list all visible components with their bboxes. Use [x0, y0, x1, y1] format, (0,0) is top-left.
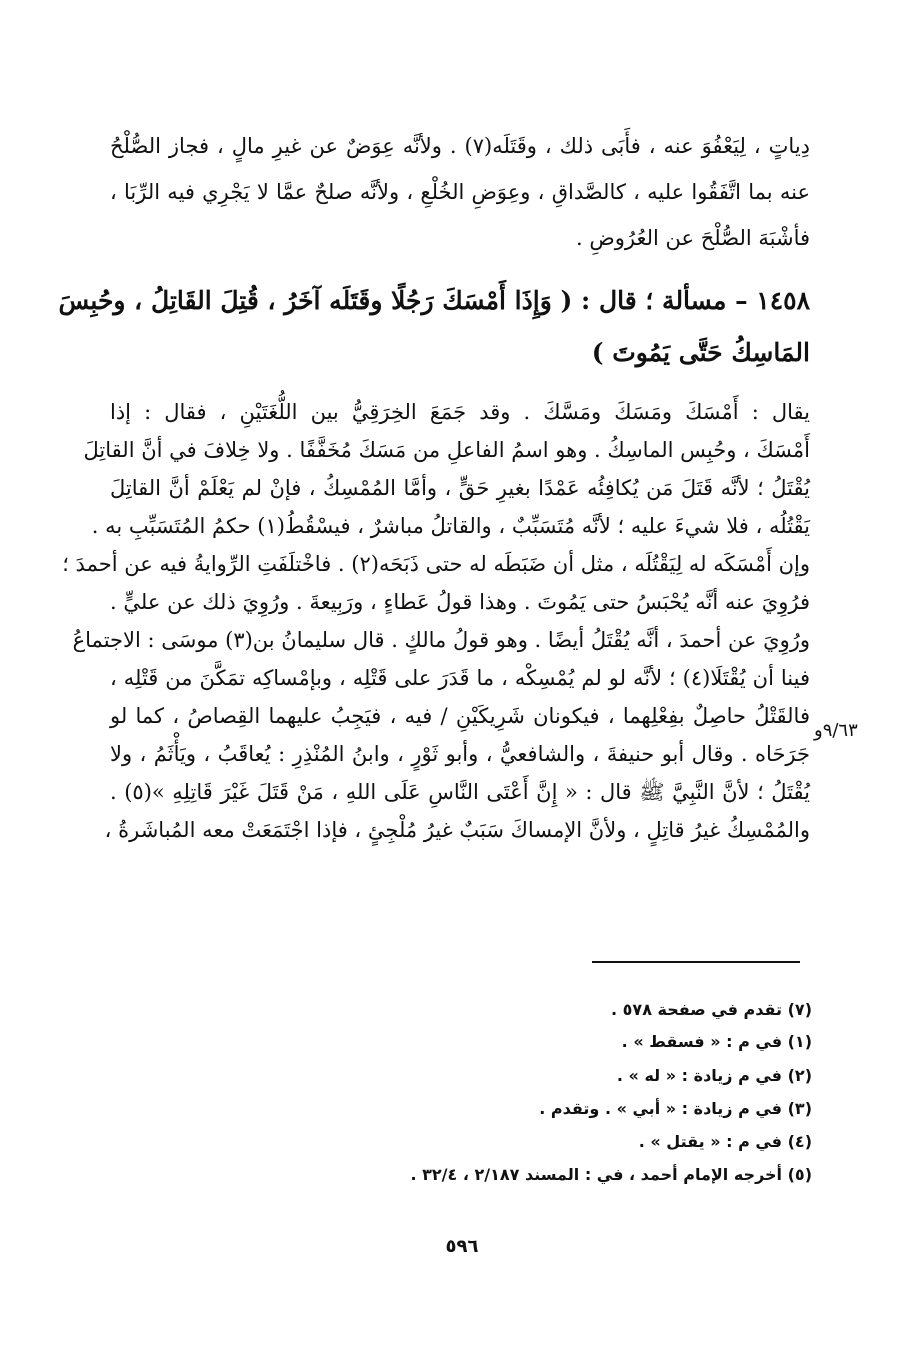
text-line: يَقْتُلُه ، فلا شيءَ عليه ؛ لأنَّه مُتَسَبِّبٌ ، والقاتلُ مباشرٌ ، فيسْقُطُ(١) حكمُ المُتَسَبِّبِ به . [91, 514, 810, 538]
text-line: فينا أن يُقْتَلَا(٤) ؛ لأنَّه لو لم يُمْسِكْه ، ما قَدَرَ على قَتْلِه ، وبإمْساكِه تمَكَّنَ من قَتْلِه ، [110, 666, 810, 690]
text-line: فالقَتْلُ حاصِلٌ بفِعْلِهما ، فيكونان شَرِيكَيْنِ / فيه ، فيَجِبُ عليهما القِصاصُ ، كما لو [110, 704, 810, 728]
heading-line: المَاسِكُ حَتَّى يَمُوتَ ) [591, 338, 810, 367]
page-number: ٥٩٦ [445, 1236, 479, 1257]
text-line: يُقْتَلُ ؛ لأنَّ النَّبِيَّ ﷺ قال : « إِنَّ أَعْتَى النَّاسِ عَلَى اللهِ ، مَنْ قَتَلَ غَيْرَ قَاتِلِهِ »(٥) . [110, 780, 810, 804]
text-line: ورُوِيَ عن أحمدَ ، أنَّه يُقْتَلُ أيضًا . وهو قولُ مالكٍ . قال سليمانُ بن(٣) موسَى : الاجتماعُ [72, 628, 810, 652]
text-line: والمُمْسِكُ غيرُ قاتِلٍ ، ولأنَّ الإمساكَ سَبَبٌ غيرُ مُلْجِئٍ ، فإذا اجْتَمَعَتْ معه المُباشَرةُ ، [104, 818, 810, 842]
footnote: (٢) في م زيادة : « له » . [616, 1066, 812, 1085]
heading-line: ١٤٥٨ – مسألة ؛ قال : ( وَإِذَا أَمْسَكَ رَجُلًا وقَتَلَه آخَرُ ، قُتِلَ القَاتِلُ ، وحُبِسَ [58, 286, 810, 315]
footnote-separator [592, 961, 800, 963]
commentary-body [62, 400, 810, 858]
footnote: (٤) في م : « يقتل » . [638, 1132, 812, 1151]
text-line: دِياتٍ ، لِيَعْفُوَ عنه ، فأَبَى ذلك ، وقَتَلَه(٧) . ولأنَّه عِوَضٌ عن غيرِ مالٍ ، فجاز الصُّلْحُ [110, 134, 811, 158]
manuscript-folio-note: ٩/٦٣و [814, 720, 858, 741]
footnote: (١) في م : « فسقط » . [621, 1032, 812, 1051]
top-paragraph [110, 136, 810, 274]
text-line: فرُوِيَ عنه أنَّه يُحْبَسُ حتى يَمُوتَ . وهذا قولُ عَطاءٍ ، ورَبِيعةَ . ورُوِيَ ذلك عن عليٍّ . [110, 590, 810, 614]
footnote: (٣) في م زيادة : « أبي » . وتقدم . [539, 1099, 812, 1118]
text-line: فأشْبَهَ الصُّلْحَ عن العُرُوضِ . [576, 226, 810, 250]
text-line: يُقْتَلُ ؛ لأنَّه قَتَلَ مَن يُكافِئُه عَمْدًا بغيرِ حَقٍّ ، وأمَّا المُمْسِكُ ، فإنْ لم يَعْلَمْ أنَّ القاتِلَ [110, 476, 810, 500]
text-line: يقال : أَمْسَكَ ومَسَكَ ومَسَّكَ . وقد جَمَعَ الخِرَقِيُّ بين اللُّغَتَيْنِ ، فقال : إذا [110, 400, 810, 424]
footnote: (٥) أخرجه الإمام أحمد ، في : المسند ٢/١٨٧ ، ٣٢/٤ . [410, 1165, 812, 1184]
footnote: (٧) تقدم في صفحة ٥٧٨ . [611, 1000, 812, 1019]
text-line: وإن أَمْسَكَه له لِيَقْتُلَه ، مثل أن ضَبَطَه له حتى ذَبَحَه(٢) . فاخْتلَفَتِ الرِّوايةُ فيه عن أحمدَ ؛ [62, 552, 810, 576]
text-line: عنه بما اتَّفَقُوا عليه ، كالصَّداقِ ، وعِوَضِ الخُلْعِ ، ولأنَّه صلحٌ عمَّا لا يَجْرِي فيه الرِّبَا ، [110, 180, 810, 204]
issue-heading [58, 286, 810, 392]
text-line: أَمْسَكَ ، وحُبِس الماسِكُ . وهو اسمُ الفاعلِ من مَسَكَ مُخَفَّفًا . ولا خِلافَ في أنَّ القاتِلَ [83, 438, 810, 462]
text-line: جَرَحَاه . وقال أبو حنيفةَ ، والشافعيُّ ، وأبو ثَوْرٍ ، وابنُ المُنْذِرِ : يُعاقَبُ ، ويَأْثَمُ ، ولا [110, 742, 810, 766]
